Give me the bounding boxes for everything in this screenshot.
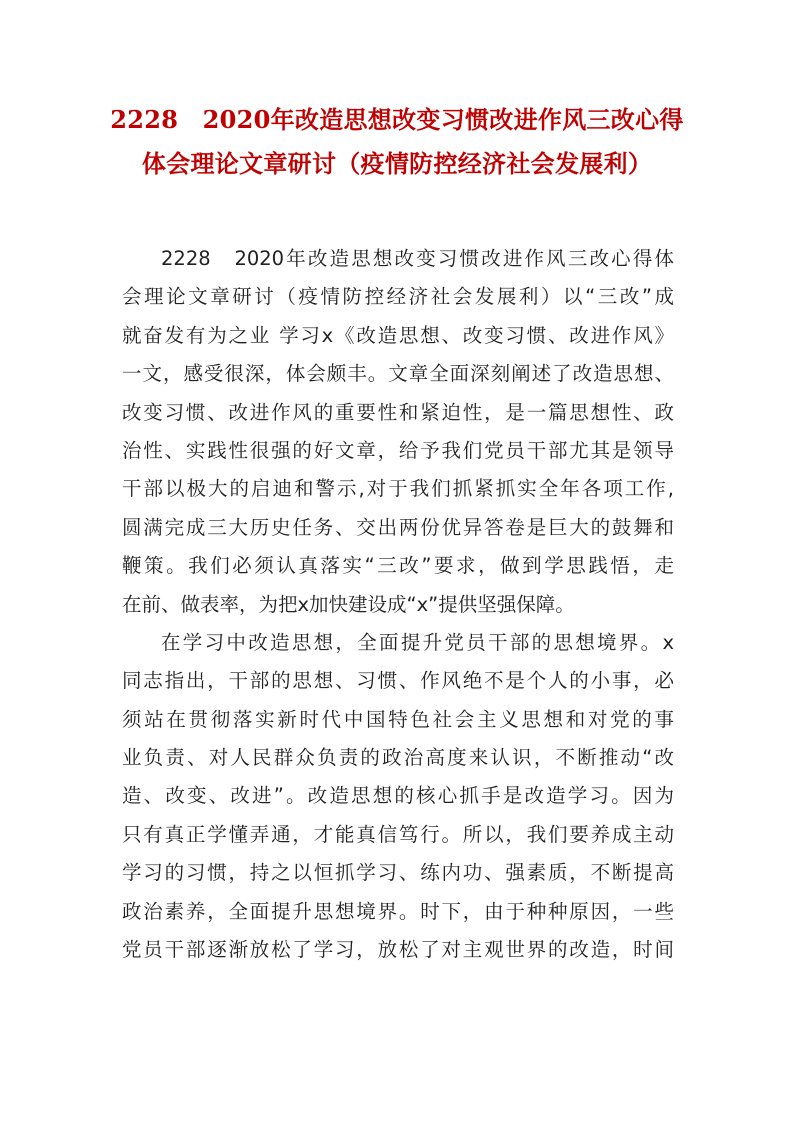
body-line: 同志指出，干部的思想、习惯、作风绝不是个人的小事，必 <box>122 669 674 693</box>
body-line: 治性、实践性很强的好文章，给予我们党员干部尤其是领导 <box>122 438 674 462</box>
title-line: 2228 2020年改造思想改变习惯改进作风三改心得 <box>110 105 684 134</box>
body-line: 造、改变、改进”。改造思想的核心抓手是改造学习。因为 <box>122 784 674 808</box>
document-title <box>100 98 694 186</box>
body-line: 政治素养，全面提升思想境界。时下，由于种种原因，一些 <box>122 899 674 923</box>
body-line: 鞭策。我们必须认真落实“三改”要求，做到学思践悟，走 <box>122 554 674 578</box>
body-line: 须站在贯彻落实新时代中国特色社会主义思想和对党的事 <box>122 707 674 731</box>
body-line: 党员干部逐渐放松了学习，放松了对主观世界的改造，时间 <box>122 938 674 962</box>
body-line: 在学习中改造思想，全面提升党员干部的思想境界。x <box>161 630 674 654</box>
body-line: 干部以极大的启迪和警示,对于我们抓紧抓实全年各项工作, <box>122 477 674 501</box>
title-line: 体会理论文章研讨（疫情防控经济社会发展利） <box>141 149 653 178</box>
body-line: 圆满完成三大历史任务、交出两份优异答卷是巨大的鼓舞和 <box>122 515 674 539</box>
document-body <box>122 240 674 969</box>
body-line: 只有真正学懂弄通，才能真信笃行。所以，我们要养成主动 <box>122 822 674 846</box>
body-line: 业负责、对人民群众负责的政治高度来认识，不断推动“改 <box>122 746 674 770</box>
body-line: 改变习惯、改进作风的重要性和紧迫性，是一篇思想性、政 <box>122 400 674 424</box>
body-line: 学习的习惯，持之以恒抓学习、练内功、强素质，不断提高 <box>122 861 674 885</box>
body-line: 在前、做表率，为把x加快建设成“x”提供坚强保障。 <box>122 592 575 616</box>
body-line: 会理论文章研讨（疫情防控经济社会发展利）以“三改”成 <box>122 285 674 309</box>
body-line: 2228 2020年改造思想改变习惯改进作风三改心得体 <box>161 247 674 270</box>
body-line: 就奋发有为之业 学习x《改造思想、改变习惯、改进作风》 <box>122 323 674 347</box>
body-line: 一文，感受很深，体会颇丰。文章全面深刻阐述了改造思想、 <box>122 362 674 386</box>
